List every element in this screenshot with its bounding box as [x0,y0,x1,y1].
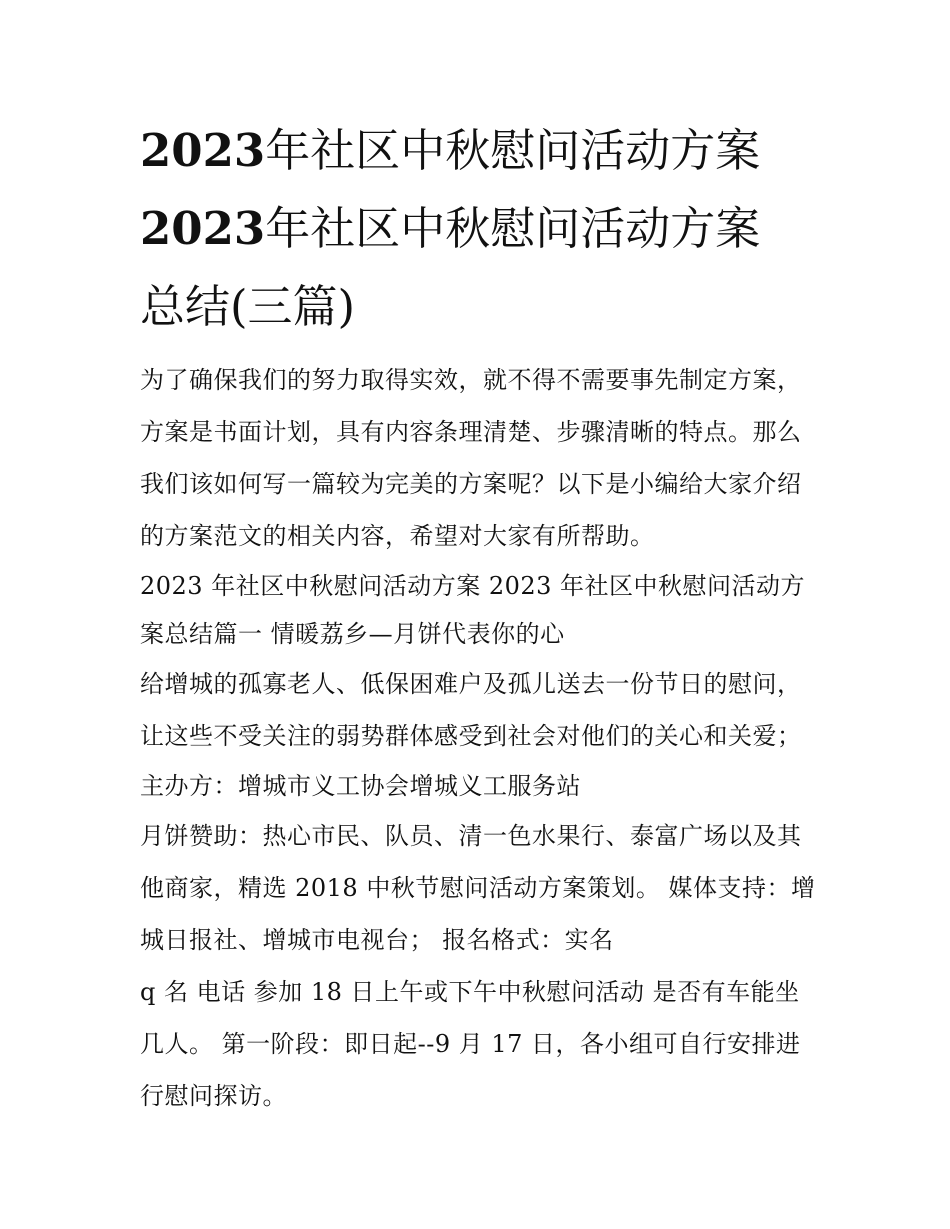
title-year-2: 2023 [140,202,266,255]
intro-paragraph: 为了确保我们的努力取得实效，就不得不需要事先制定方案，方案是书面计划，具有内容条理清楚、步骤清晰的特点。那么我们该如何写一篇较为完美的方案呢？以下是小编给大家介绍的方案范文的相关内容，希望对大家有所帮助。 [140,366,802,550]
title-text-3: 总结(三篇) [140,280,356,333]
document-page [140,112,820,1122]
document-title [140,112,820,346]
purpose-paragraph: 给增城的孤寡老人、低保困难户及孤儿送去一份节日的慰问，让这些不受关注的弱势群体感受到社会对他们的关心和关爱； [140,670,802,750]
section-heading-paragraph: 2023 年社区中秋慰问活动方案 2023 年社区中秋慰问活动方案总结篇一 情暖荔乡—月饼代表你的心 [140,572,806,648]
title-year-1: 2023 [140,124,266,177]
organizer-paragraph: 主办方：增城市义工协会增城义工服务站 [140,772,581,800]
title-text-1: 年社区中秋慰问活动方案 [265,124,761,177]
registration-paragraph: q 名 电话 参加 18 日上午或下午中秋慰问活动 是否有车能坐几人。 第一阶段：即日起--9 月 17 日，各小组可自行安排进行慰问探访。 [140,978,801,1110]
sponsor-paragraph: 月饼赞助：热心市民、队员、清一色水果行、泰富广场以及其他商家，精选 2018 中秋节慰问活动方案策划。 媒体支持：增城日报社、增城市电视台； 报名格式：实名 [140,822,816,954]
title-text-2: 年社区中秋慰问活动方案 [265,202,761,255]
